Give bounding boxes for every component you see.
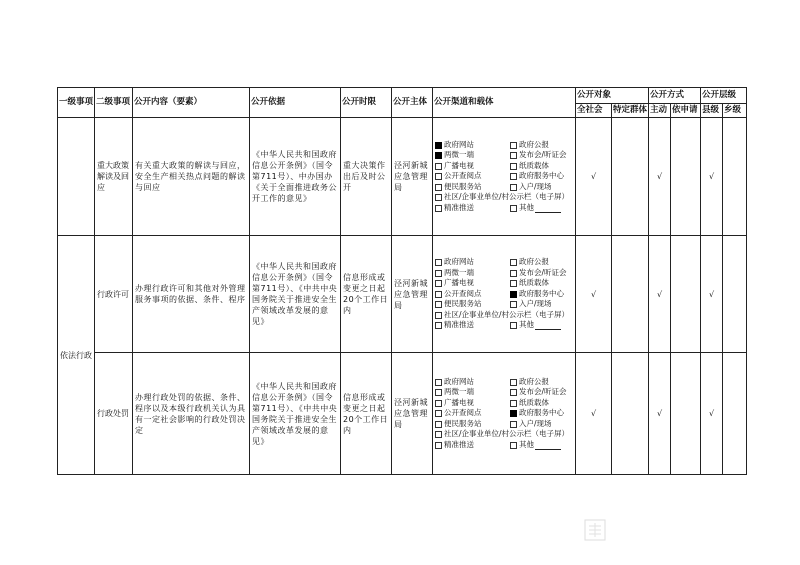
channel-label: 政府服务中心 [519, 288, 564, 298]
mark-active [649, 353, 671, 475]
time-cell [341, 353, 392, 475]
check-mark: √ [656, 172, 663, 181]
channel-row [435, 257, 573, 268]
channel-row [435, 398, 573, 409]
basis-cell [250, 118, 341, 236]
mark-all [576, 353, 612, 475]
header-audience: 公开对象 [576, 88, 649, 104]
level2-label: 行政处罚 [97, 409, 129, 418]
channel-option [435, 289, 510, 300]
channel-label: 精准推送 [444, 202, 474, 212]
content-cell [133, 236, 250, 353]
channel-option [435, 408, 510, 419]
table-row [58, 353, 747, 475]
blank-line [535, 441, 561, 450]
mark-active [649, 236, 671, 353]
checkbox-icon [435, 410, 442, 417]
header-level: 公开层级 [701, 88, 747, 104]
channel-option [435, 140, 510, 151]
checkbox-icon [510, 163, 517, 170]
mark-town [723, 353, 747, 475]
checkbox-icon [510, 270, 517, 277]
channel-row [435, 182, 573, 193]
channel-label: 公开查阅点 [444, 288, 482, 298]
mark-county [701, 236, 723, 353]
header-basis: 公开依据 [250, 88, 341, 118]
channel-row [435, 429, 573, 440]
subject-cell [392, 236, 433, 353]
basis-cell [250, 236, 341, 353]
channel-option [435, 268, 510, 279]
channel-label: 政府公报 [519, 139, 549, 149]
channel-label: 精准推送 [444, 320, 474, 330]
channel-option [510, 289, 564, 300]
mark-request [671, 118, 701, 236]
blank-line [535, 321, 561, 330]
channel-cell [433, 118, 576, 236]
checkbox-icon [510, 400, 517, 407]
channel-option [435, 182, 510, 193]
channel-label: 公开查阅点 [444, 171, 482, 181]
subject-cell [392, 353, 433, 475]
channel-label: 纸质载体 [519, 397, 549, 407]
channel-option [435, 203, 510, 214]
basis-text: 《中华人民共和国政府信息公开条例》（国令第711号）、中办国办《关于全面推进政务公开工作的意见》 [252, 150, 337, 203]
channel-label: 社区/企事业单位/村公示栏（电子屏） [444, 309, 570, 319]
checked-box-icon [435, 142, 442, 149]
check-mark: √ [656, 289, 663, 299]
channel-option [510, 140, 549, 151]
seal-watermark-icon [583, 518, 607, 542]
header-content: 公开内容（要素） [133, 88, 250, 118]
time-cell [341, 118, 392, 236]
channel-label: 入户/现场 [519, 299, 552, 309]
checkbox-icon [435, 184, 442, 191]
mark-all [576, 236, 612, 353]
table-row [58, 118, 747, 236]
checkbox-icon [435, 312, 442, 319]
channel-label: 其他 [519, 439, 534, 449]
channel-option [435, 429, 569, 440]
channel-row [435, 171, 573, 182]
header-audience-all: 全社会 [576, 104, 612, 118]
checkbox-icon [510, 421, 517, 428]
header-level-town: 乡级 [723, 104, 747, 118]
channel-row [435, 408, 573, 419]
checkbox-icon [510, 184, 517, 191]
header-time: 公开时限 [341, 88, 392, 118]
channel-option [435, 310, 569, 321]
channel-label: 其他 [519, 202, 534, 212]
level2-cell [95, 236, 133, 353]
channel-row [435, 140, 573, 151]
checkbox-icon [510, 389, 517, 396]
channel-row [435, 278, 573, 289]
checkbox-icon [510, 173, 517, 180]
level1-label: 依法行政 [60, 350, 92, 360]
channel-label: 纸质载体 [519, 278, 549, 288]
checkbox-icon [435, 400, 442, 407]
checkbox-icon [435, 194, 442, 201]
channel-option [510, 398, 549, 409]
channel-label: 政府服务中心 [519, 408, 564, 418]
checkbox-icon [435, 301, 442, 308]
basis-cell [250, 353, 341, 475]
channel-row [435, 150, 573, 161]
content-text: 办理行政许可和其他对外管理服务事项的依据、条件、程序 [135, 284, 246, 304]
checkbox-icon [435, 291, 442, 298]
checkbox-icon [435, 389, 442, 396]
channel-label: 两微一端 [444, 150, 474, 160]
channel-label: 政府网站 [444, 139, 474, 149]
mark-specific [612, 118, 649, 236]
checkbox-icon [435, 322, 442, 329]
channel-option [510, 268, 567, 279]
level2-cell [95, 353, 133, 475]
header-audience-specific: 特定群体 [612, 104, 649, 118]
channel-label: 政府公报 [519, 376, 549, 386]
content-cell [133, 353, 250, 475]
mark-all [576, 118, 612, 236]
channel-cell [433, 353, 576, 475]
channel-option [510, 161, 549, 172]
channel-label: 社区/企事业单位/村公示栏（电子屏） [444, 192, 570, 202]
channel-option [510, 419, 552, 430]
check-mark: √ [656, 409, 663, 418]
mark-specific [612, 236, 649, 353]
check-mark: √ [708, 409, 715, 418]
mark-specific [612, 353, 649, 475]
header-method-request: 依申请 [671, 104, 701, 118]
channel-label: 公开查阅点 [444, 408, 482, 418]
channel-label: 两微一端 [444, 267, 474, 277]
channel-row [435, 289, 573, 300]
channel-option [510, 150, 567, 161]
channel-label: 广播电视 [444, 278, 474, 288]
basis-text: 《中华人民共和国政府信息公开条例》（国令第711号）、《中共中央 国务院关于推进安全生产领域改革发展的意见》 [252, 381, 338, 446]
checkbox-icon [510, 259, 517, 266]
channel-option [435, 320, 510, 331]
channel-row [435, 320, 573, 331]
checkbox-icon [435, 173, 442, 180]
level1-cell [58, 236, 95, 475]
checkbox-icon [435, 431, 442, 438]
channel-option [435, 192, 569, 203]
channel-option [435, 419, 510, 430]
channel-option [435, 150, 510, 161]
channel-label: 政府网站 [444, 376, 474, 386]
channel-label: 发布会/听证会 [519, 387, 567, 397]
channel-label: 入户/现场 [519, 181, 552, 191]
channel-option [435, 171, 510, 182]
channel-label: 便民服务站 [444, 299, 482, 309]
channel-option [435, 257, 510, 268]
header-method: 公开方式 [649, 88, 701, 104]
checked-box-icon [510, 410, 517, 417]
disclosure-table [57, 87, 747, 475]
channel-option [435, 161, 510, 172]
table-row [58, 236, 747, 353]
mark-request [671, 353, 701, 475]
channel-row [435, 268, 573, 279]
subject-text: 泾河新城应急管理局 [394, 278, 428, 310]
check-mark: √ [590, 409, 597, 418]
channel-option [510, 387, 567, 398]
subject-text: 泾河新城应急管理局 [394, 161, 428, 192]
channel-label: 广播电视 [444, 397, 474, 407]
checkbox-icon [435, 280, 442, 287]
level1-cell [58, 118, 95, 236]
checkbox-icon [435, 270, 442, 277]
channel-row [435, 440, 573, 451]
checkbox-icon [510, 301, 517, 308]
channel-option [510, 440, 561, 451]
channel-label: 便民服务站 [444, 418, 482, 428]
time-text: 信息形成或变更之日起20个工作日内 [343, 392, 389, 435]
channel-option [435, 440, 510, 451]
channel-label: 发布会/听证会 [519, 150, 567, 160]
channel-option [435, 299, 510, 310]
channel-label: 便民服务站 [444, 181, 482, 191]
channel-row [435, 192, 573, 203]
header-level-county: 县级 [701, 104, 723, 118]
channel-label: 政府公报 [519, 257, 549, 267]
checkbox-icon [435, 205, 442, 212]
header-subject: 公开主体 [392, 88, 433, 118]
level2-label: 行政许可 [97, 289, 129, 299]
channel-option [510, 320, 561, 331]
content-text: 有关重大政策的解读与回应，安全生产相关热点问题的解读与回应 [135, 161, 246, 192]
channel-row [435, 387, 573, 398]
basis-text: 《中华人民共和国政府信息公开条例》（国令第711号）、《中共中央 国务院关于推进安全生产领域改革发展的意见》 [252, 262, 338, 326]
checkbox-icon [435, 163, 442, 170]
channel-label: 发布会/听证会 [519, 267, 567, 277]
header-channel: 公开渠道和载体 [433, 88, 576, 118]
channel-option [510, 299, 552, 310]
level2-label: 重大政策解读及回应 [97, 161, 129, 192]
checkbox-icon [510, 142, 517, 149]
mark-request [671, 236, 701, 353]
channel-label: 政府服务中心 [519, 171, 564, 181]
channel-row [435, 310, 573, 321]
channel-label: 精准推送 [444, 439, 474, 449]
checked-box-icon [435, 152, 442, 159]
channel-label: 两微一端 [444, 387, 474, 397]
channel-option [435, 398, 510, 409]
channel-label: 纸质载体 [519, 160, 549, 170]
checkbox-icon [510, 322, 517, 329]
check-mark: √ [590, 172, 597, 181]
channel-row [435, 299, 573, 310]
mark-town [723, 236, 747, 353]
subject-cell [392, 118, 433, 236]
subject-text: 泾河新城应急管理局 [394, 398, 428, 429]
checkbox-icon [435, 442, 442, 449]
header-method-active: 主动 [649, 104, 671, 118]
mark-county [701, 118, 723, 236]
time-text: 信息形成或变更之日起20个工作日内 [343, 273, 389, 315]
checkbox-icon [510, 442, 517, 449]
channel-option [435, 377, 510, 388]
checkbox-icon [510, 379, 517, 386]
channel-option [510, 377, 549, 388]
content-text: 办理行政处罚的依据、条件、程序以及本级行政机关认为具有一定社会影响的行政处罚决定 [135, 392, 246, 435]
checkbox-icon [510, 152, 517, 159]
checkbox-icon [435, 379, 442, 386]
check-mark: √ [590, 289, 597, 299]
level2-cell [95, 118, 133, 236]
mark-active [649, 118, 671, 236]
checkbox-icon [435, 421, 442, 428]
channel-option [510, 182, 552, 193]
checked-box-icon [510, 291, 517, 298]
table-body [58, 118, 747, 475]
channel-option [510, 278, 549, 289]
mark-town [723, 118, 747, 236]
checkbox-icon [510, 280, 517, 287]
mark-county [701, 353, 723, 475]
channel-label: 政府网站 [444, 257, 474, 267]
check-mark: √ [708, 172, 715, 181]
channel-row [435, 377, 573, 388]
channel-option [510, 171, 564, 182]
channel-option [435, 278, 510, 289]
channel-option [435, 387, 510, 398]
checkbox-icon [435, 259, 442, 266]
channel-option [510, 257, 549, 268]
channel-option [510, 408, 564, 419]
channel-label: 入户/现场 [519, 418, 552, 428]
blank-line [535, 204, 561, 213]
channel-label: 社区/企事业单位/村公示栏（电子屏） [444, 429, 570, 439]
check-mark: √ [708, 289, 715, 299]
channel-cell [433, 236, 576, 353]
channel-row [435, 203, 573, 214]
channel-option [510, 203, 561, 214]
time-cell [341, 236, 392, 353]
checkbox-icon [510, 205, 517, 212]
channel-row [435, 161, 573, 172]
channel-label: 广播电视 [444, 160, 474, 170]
content-cell [133, 118, 250, 236]
time-text: 重大决策作出后及时公开 [343, 161, 386, 192]
channel-row [435, 419, 573, 430]
channel-label: 其他 [519, 320, 534, 330]
header-level2: 二级事项 [95, 88, 133, 118]
header-level1: 一级事项 [58, 88, 95, 118]
